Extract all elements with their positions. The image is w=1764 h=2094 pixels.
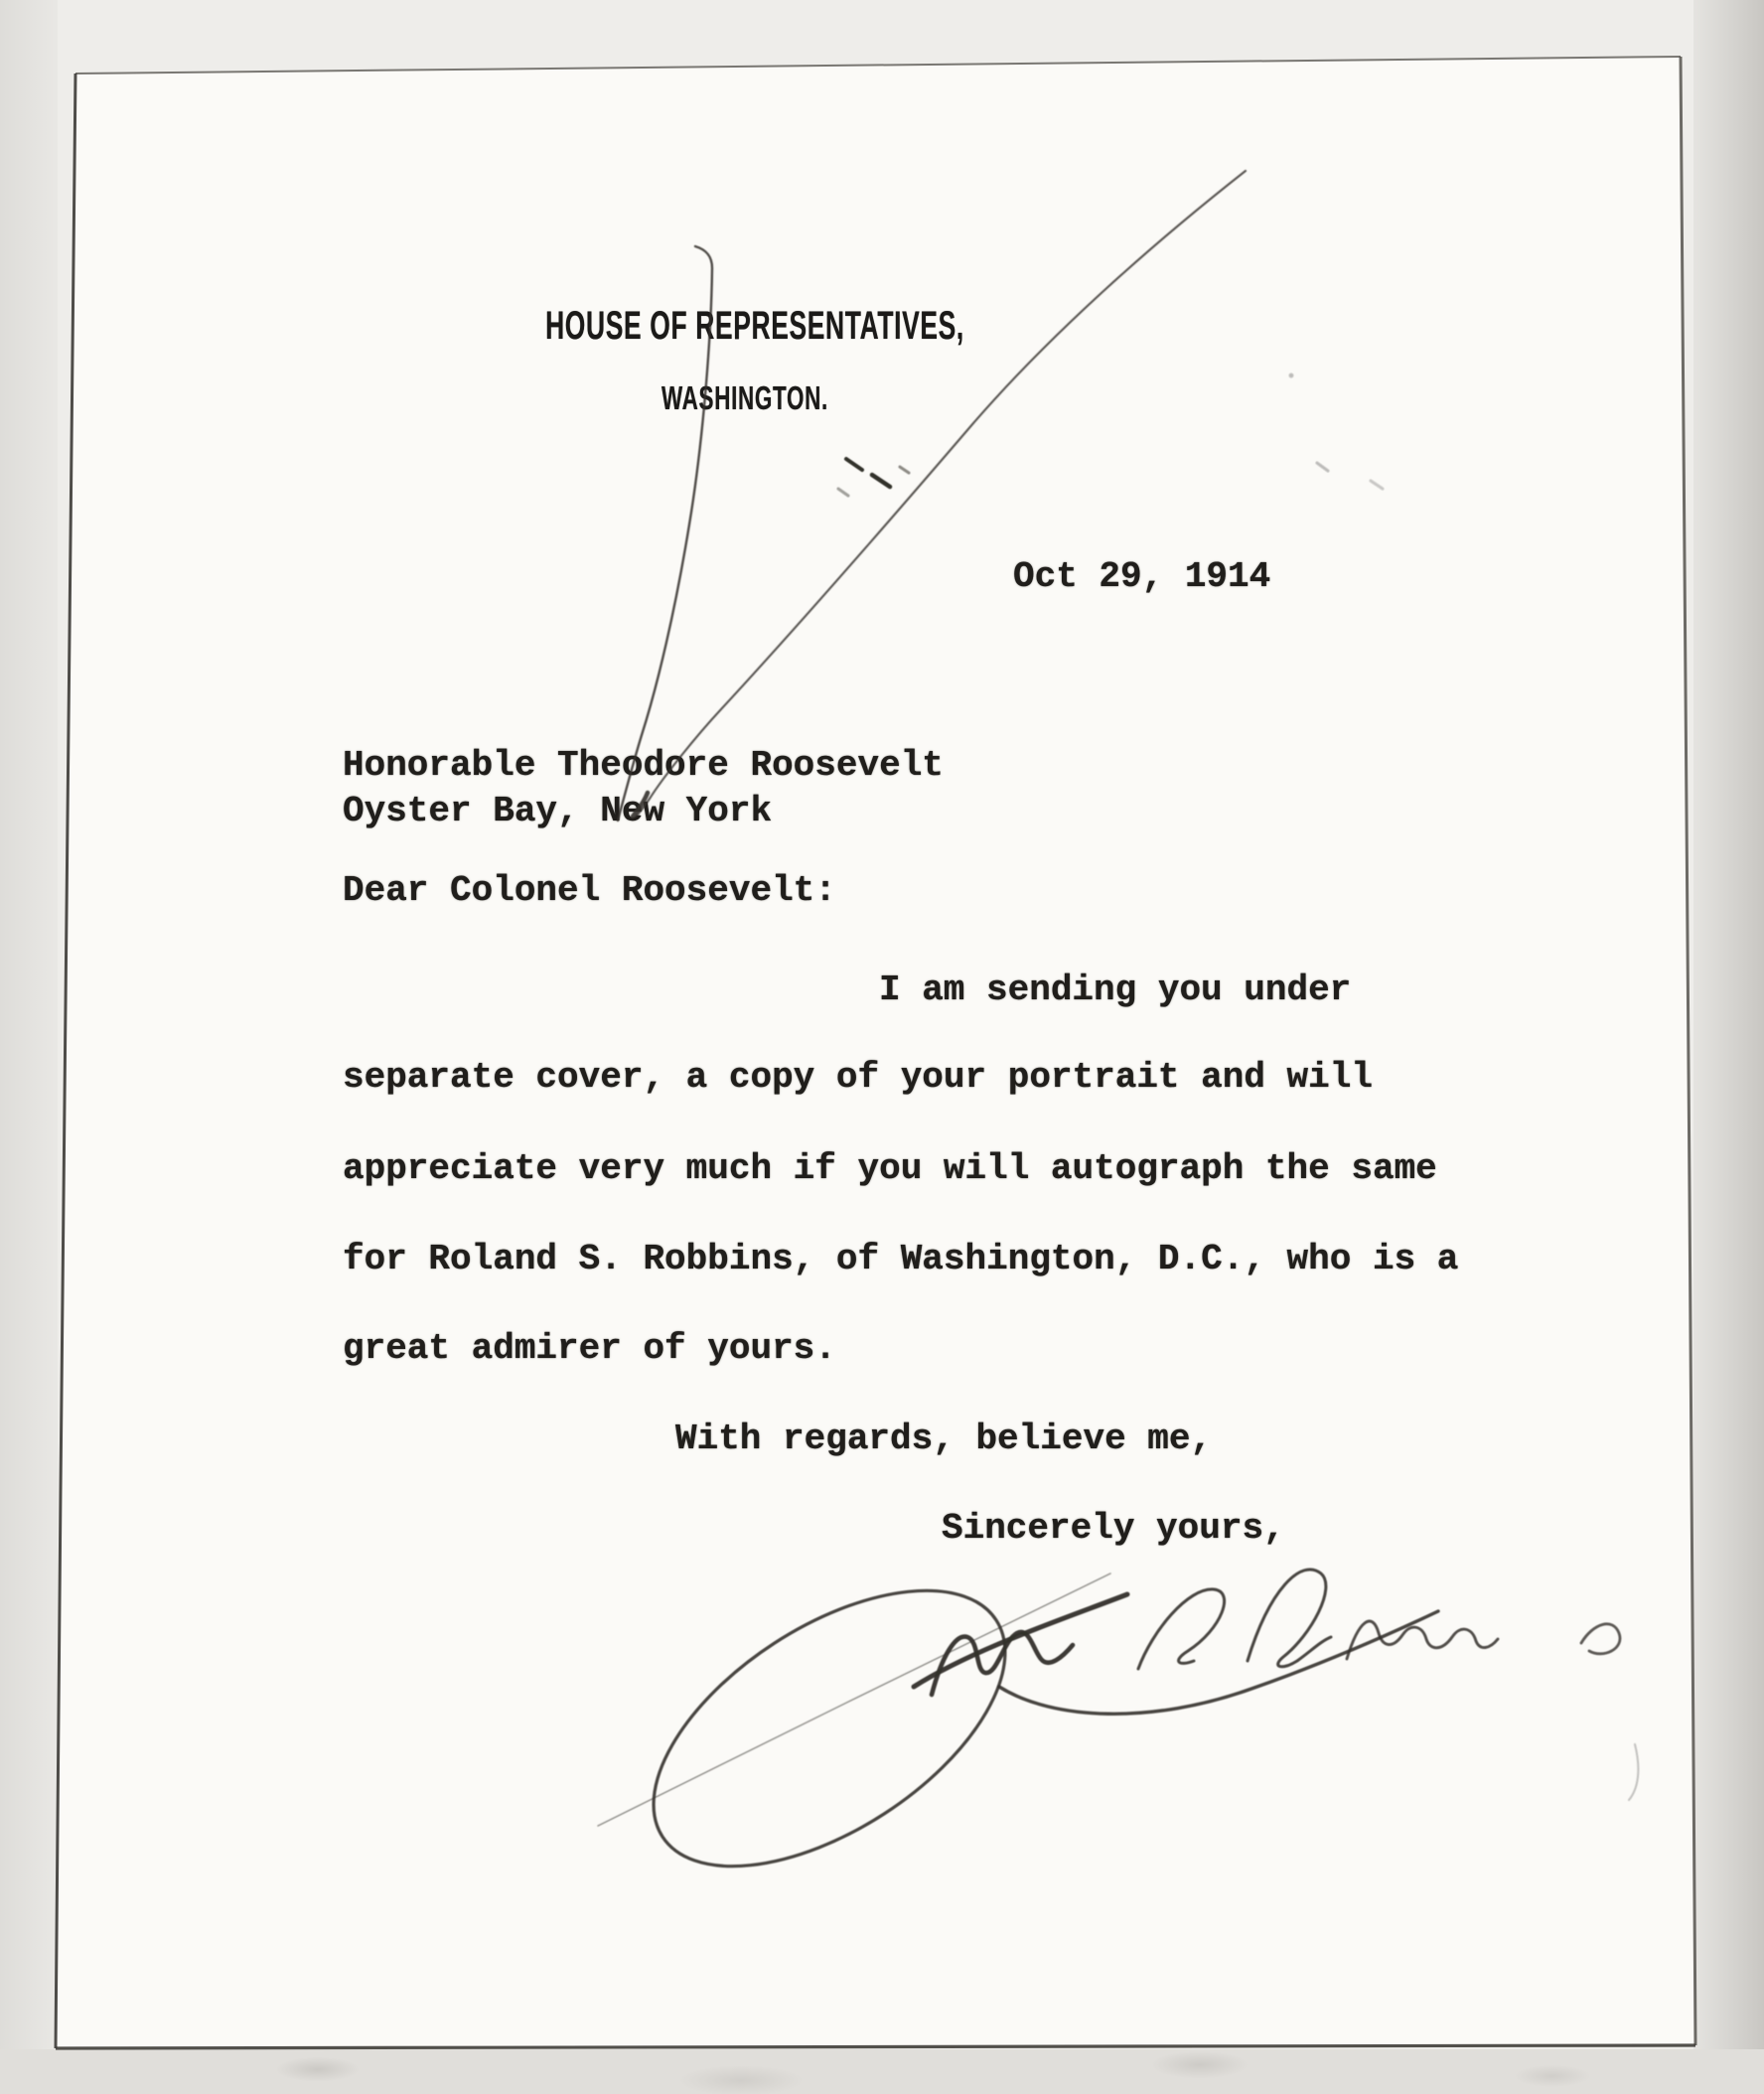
ink-flecks (838, 374, 1383, 496)
salutation: Dear Colonel Roosevelt: (343, 870, 836, 911)
body-line-1: I am sending you under (879, 970, 1352, 1010)
letterhead-line-2: WASHINGTON. (662, 379, 828, 416)
letter-date: Oct 29, 1914 (1013, 556, 1271, 597)
letterhead-line-1: HOUSE OF REPRESENTATIVES, (545, 304, 964, 348)
body-line-5: great admirer of yours. (343, 1328, 836, 1369)
handwritten-signature (598, 1570, 1638, 1867)
body-line-3: appreciate very much if you will autograph the same (343, 1148, 1437, 1189)
closing-line-1: With regards, believe me, (675, 1419, 1213, 1459)
recipient-name: Honorable Theodore Roosevelt (343, 745, 944, 786)
pen-stroke-diagonal (636, 171, 1246, 817)
body-line-2: separate cover, a copy of your portrait and will (343, 1057, 1373, 1098)
recipient-address: Oyster Bay, New York (343, 791, 773, 831)
closing-line-2: Sincerely yours, (942, 1508, 1285, 1549)
body-line-4: for Roland S. Robbins, of Washington, D.C., who is a (343, 1239, 1459, 1279)
